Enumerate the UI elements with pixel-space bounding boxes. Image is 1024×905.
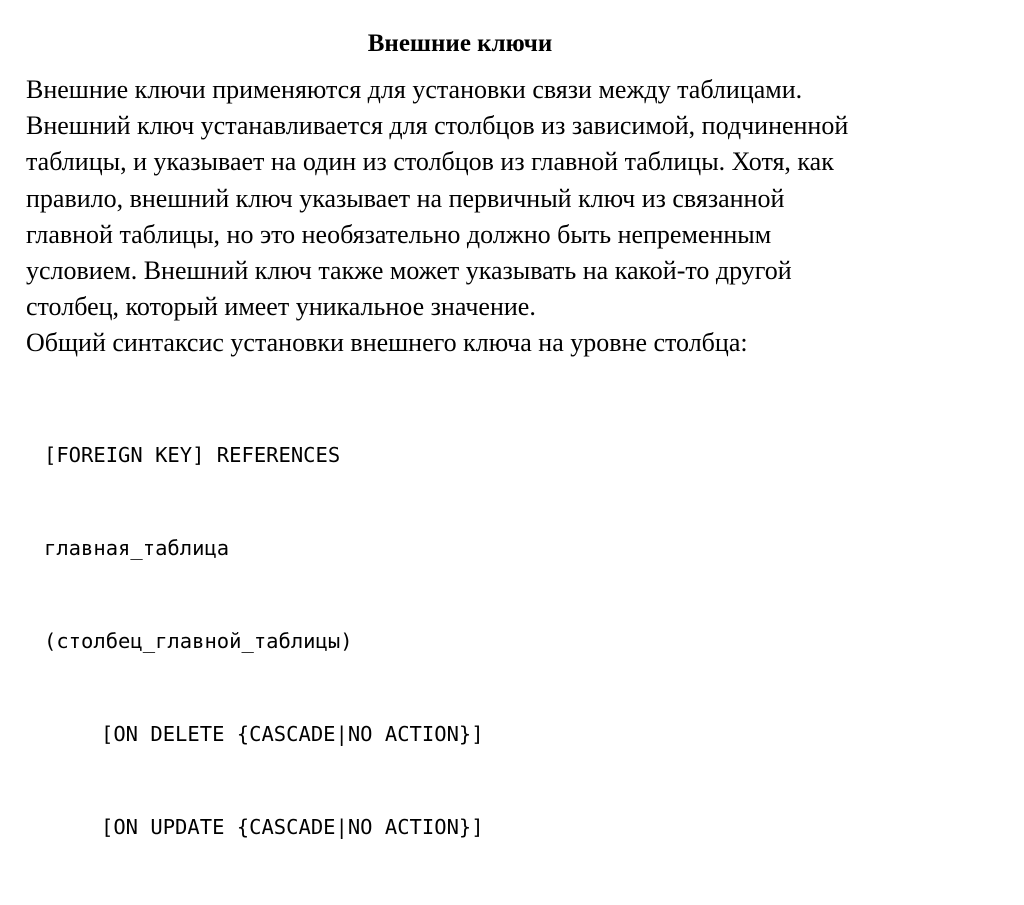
slide-title: Внешние ключи xyxy=(367,30,553,57)
code-line: [FOREIGN KEY] REFERENCES xyxy=(44,443,341,467)
paragraph-line: Внешний ключ устанавливается для столбцов из зависимой, подчиненной xyxy=(26,111,849,141)
paragraph-line: столбец, который имеет уникальное значение. xyxy=(26,292,536,322)
code-line: (столбец_главной_таблицы) xyxy=(44,629,353,653)
code-line: главная_таблица xyxy=(44,536,230,560)
paragraph-line: главной таблицы, но это необязательно должно быть непременным xyxy=(26,219,772,249)
paragraph-line: условием. Внешний ключ также может указывать на какой-то другой xyxy=(26,256,792,286)
syntax-intro-line: Общий синтаксис установки внешнего ключа на уровне столбца: xyxy=(26,328,748,358)
body-paragraph xyxy=(26,72,1006,362)
paragraph-line: правило, внешний ключ указывает на первичный ключ из связанной xyxy=(26,183,785,213)
code-line-on-update: [ON UPDATE {CASCADE|NO ACTION}] xyxy=(101,815,484,839)
code-block xyxy=(44,378,484,905)
paragraph-line: таблицы, и указывает на один из столбцов из главной таблицы. Хотя, как xyxy=(26,147,834,177)
paragraph-line: Внешние ключи применяются для установки связи между таблицами. xyxy=(26,75,803,104)
code-line-on-delete: [ON DELETE {CASCADE|NO ACTION}] xyxy=(101,722,484,746)
